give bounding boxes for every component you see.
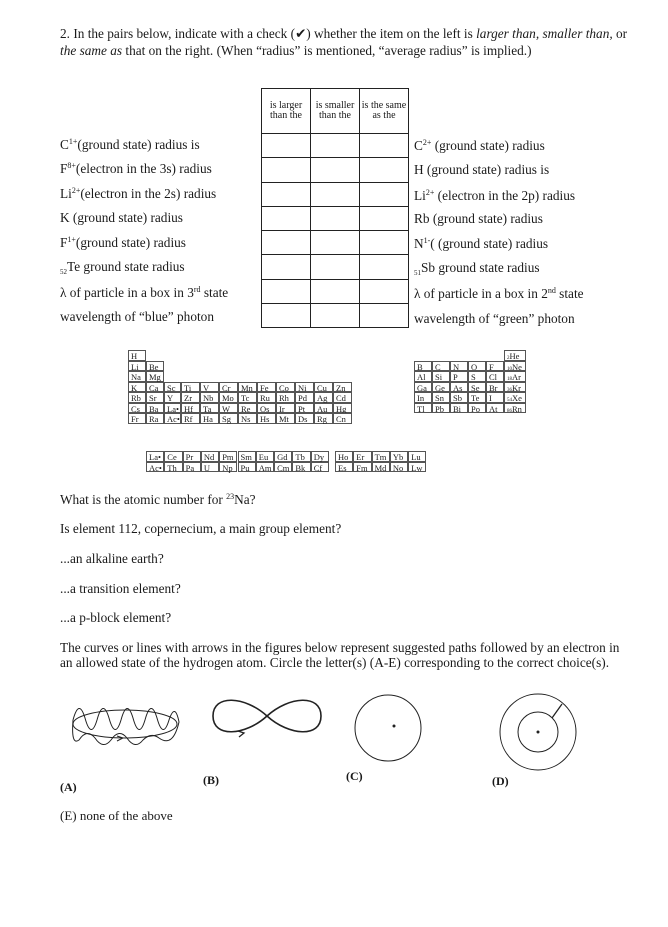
f-block-cell: Pr [183,451,201,462]
charge-sup: 1+ [68,137,78,146]
element-cell: Li [128,361,146,372]
comparison-grid [261,88,409,328]
element-symbol: N [453,361,460,372]
charge-sup: 2+ [422,138,432,147]
figure-b-figure-eight [205,692,330,740]
item-text: Li [60,186,72,201]
element-cell: Fr [128,413,146,424]
label-c[interactable]: (C) [346,769,363,783]
check-cell-smaller[interactable] [311,304,360,328]
element-cell [486,382,504,393]
element-cell [414,361,432,372]
element-cell: Co [276,382,295,393]
element-symbol: At [489,403,498,414]
right-item [414,211,543,227]
f-block-cell: Pm [219,451,237,462]
f-block-cell: Am [256,462,274,473]
element-cell: Ac• [164,413,181,424]
element-cell: Cr [219,382,238,393]
item-text-tail: (ground state) radius [75,235,186,250]
item-text: Rb (ground state) radius [414,211,543,226]
figure-d-circles [494,688,584,778]
element-cell: Rg [314,413,333,424]
element-cell: Nb [200,392,219,403]
element-cell: Rh [276,392,295,403]
check-cell-smaller[interactable] [311,134,360,158]
fig-c-circle-path [355,695,421,761]
element-cell: Au [314,403,333,414]
element-symbol: Pb [435,403,444,414]
element-symbol: Te [471,393,480,403]
item-text-tail: ( (ground state) radius [430,236,549,251]
term-larger: larger than, [476,26,540,41]
label-b[interactable]: (B) [203,773,219,787]
element-cell [468,382,486,393]
item-text: F [60,161,68,176]
f-block-cell: Sm [238,451,256,462]
atomic-number-prefix: 54 [507,398,512,403]
element-cell: Mn [238,382,257,393]
intro-text-a: In the pairs below, indicate with a check ( [73,26,296,41]
element-symbol: Rn [512,403,522,414]
main-group-question: Is element 112, copernecium, a main group element? [60,521,342,536]
right-item [414,162,549,178]
f-block-cell: Fm [353,462,371,473]
left-item [60,309,214,325]
element-cell [504,371,526,382]
check-cell-larger[interactable] [262,158,311,182]
element-symbol: Tl [417,403,425,414]
fig-a-arrow-icon [117,736,123,741]
charge-sup: 2+ [425,188,435,197]
item-text: C [60,137,69,152]
element-cell: Sc [164,382,181,393]
element-cell [468,361,486,372]
left-item [60,259,185,276]
item-text-tail: (electron in the 3s) radius [75,161,212,176]
charge-sup: rd [193,285,201,294]
fig-d-arrow-icon [552,704,562,718]
f-block-cell: Eu [256,451,274,462]
item-text: wavelength of “blue” photon [60,309,214,324]
f-block-cell: Lw [408,462,426,473]
grid-row [262,255,409,279]
element-cell: Y [164,392,181,403]
atomic-number-element: Na? [234,492,256,507]
element-cell [504,403,526,414]
element-cell [450,371,468,382]
element-cell: Hf [181,403,200,414]
f-block-cell: Ho [335,451,353,462]
element-cell [450,382,468,393]
f-block-cell: Cm [274,462,292,473]
atomic-number-prefix: 2 [507,356,510,361]
f-block-cell: Yb [390,451,408,462]
element-cell: Be [146,361,164,372]
f-block-cell: Tb [292,451,310,462]
check-cell-larger[interactable] [262,206,311,230]
atomic-number-prefix: 52 [60,268,67,276]
element-cell [432,403,450,414]
element-cell [486,392,504,403]
element-symbol: Ar [512,372,521,382]
check-cell-same[interactable] [360,158,409,182]
element-symbol: S [471,372,476,382]
element-cell: Os [257,403,276,414]
f-block-cell: Er [353,451,371,462]
item-text: F [60,235,68,250]
element-cell: Ds [295,413,314,424]
grid-row [262,304,409,328]
check-cell-larger[interactable] [262,231,311,255]
element-cell [504,382,526,393]
check-cell-same[interactable] [360,231,409,255]
f-block-cell: Es [335,462,353,473]
element-cell: Ns [238,413,257,424]
element-cell [450,403,468,414]
check-cell-same[interactable] [360,255,409,279]
element-cell [486,361,504,372]
element-symbol: Po [471,403,480,414]
element-symbol: Ne [512,361,522,372]
right-item [414,286,584,302]
atomic-number-prefix: 36 [507,387,512,393]
f-block-cell: La• [146,451,164,462]
element-cell: Ta [200,403,219,414]
element-symbol: Br [489,382,498,393]
atomic-number-prefix: 51 [414,269,421,277]
element-cell: Hg [333,403,352,414]
element-symbol: P [453,372,458,382]
item-text: λ of particle in a box in 3 [60,285,194,300]
element-cell: Cs [128,403,146,414]
charge-sup: 8+ [67,161,76,170]
option-e[interactable]: (E) none of the above [60,808,173,823]
left-item [60,235,186,251]
element-symbol: Se [471,382,480,393]
element-cell: Cu [314,382,333,393]
check-cell-same[interactable] [360,182,409,206]
f-block-cell: Pu [238,462,256,473]
intro-or: or [612,26,628,41]
header-smaller: is smaller than the [311,89,360,134]
element-cell: Ag [314,392,333,403]
f-block-cell: Np [219,462,237,473]
item-text: N [414,236,424,251]
element-symbol: Sb [453,393,462,403]
element-cell: H [128,350,146,361]
f-block-cell: Lu [408,451,426,462]
item-text-tail: (ground state) radius [431,138,545,153]
element-cell: Hs [257,413,276,424]
mass-number-sup: 23 [226,492,235,501]
element-cell: Sg [219,413,238,424]
left-item [60,210,183,226]
element-cell: Fe [257,382,276,393]
element-cell: Zr [181,392,200,403]
intro-text-c: that on the right. (When “radius” is mentioned, “average radius” is implied.) [122,42,532,58]
check-cell-same[interactable] [360,134,409,158]
element-cell: Mo [219,392,238,403]
element-cell [414,371,432,382]
f-block-cell: No [390,462,408,473]
element-cell: Ni [295,382,314,393]
f-block-cell: U [201,462,219,473]
element-cell [432,361,450,372]
right-item [414,311,575,327]
element-cell: Na [128,371,146,382]
element-cell: Ba [146,403,164,414]
item-text: H (ground state) radius is [414,162,550,177]
element-cell [504,392,526,403]
term-smaller: smaller than, [542,26,613,41]
fig-b-loop [213,700,321,732]
item-text-tail: (ground state) radius is [77,137,200,152]
element-cell [468,392,486,403]
curves-intro: The curves or lines with arrows in the figures below represent suggested paths followed by an electron in an allowed state of the hydrogen atom. Circle the letter(s) (A-E) corresponding to the correct choice(s). [60,640,620,670]
element-cell [432,382,450,393]
grid-row [262,279,409,303]
element-cell: Mg [146,371,164,382]
fig-b-arrow-icon [238,731,244,737]
left-item [60,285,228,301]
fig-c-nucleus [393,725,396,728]
element-cell: Pt [295,403,314,414]
f-block-cell: Md [372,462,390,473]
element-symbol: Cl [489,372,498,382]
element-symbol: I [489,393,492,403]
element-cell: Re [238,403,257,414]
element-cell: Ca [146,382,164,393]
f-block-cell: Ce [164,451,182,462]
f-block-cell: Ac• [146,462,164,473]
check-cell-smaller[interactable] [311,279,360,303]
item-text: wavelength of “green” photon [414,311,575,326]
element-cell [414,382,432,393]
element-cell [468,371,486,382]
check-cell-smaller[interactable] [311,255,360,279]
intro-text-b: ) whether the item on the left is [306,26,477,41]
element-symbol: Sn [435,393,444,403]
grid-row [262,182,409,206]
right-item [414,260,540,277]
item-text: K (ground state) radius [60,210,183,225]
check-cell-same[interactable] [360,304,409,328]
label-d[interactable]: (D) [492,774,509,788]
element-symbol: C [435,361,441,372]
grid-row [262,158,409,182]
atomic-number-prefix: 86 [507,408,512,414]
element-cell: W [219,403,238,414]
element-cell [486,403,504,414]
check-cell-same[interactable] [360,279,409,303]
check-cell-larger[interactable] [262,304,311,328]
element-cell: Rf [181,413,200,424]
element-cell [486,371,504,382]
element-symbol: Xe [512,393,522,403]
element-cell [432,371,450,382]
element-cell: La• [164,403,181,414]
item-text-tail: (electron in the 2s) radius [80,186,217,201]
check-cell-same[interactable] [360,206,409,230]
element-cell-he [504,350,526,361]
item-text-tail: state [200,285,229,300]
element-cell: Tc [238,392,257,403]
transition-question: ...a transition element? [60,581,181,596]
element-cell: Mt [276,413,295,424]
element-symbol: He [509,351,520,361]
element-symbol: Kr [512,382,521,393]
charge-sup: 1- [423,236,431,245]
item-text-tail: (electron in the 2p) radius [434,188,576,203]
item-text: Li [414,188,426,203]
element-symbol: Ga [417,382,427,393]
element-cell: Pd [295,392,314,403]
element-cell [450,361,468,372]
item-text: Te ground state radius [67,259,185,274]
element-cell [414,403,432,414]
charge-sup: 1+ [67,235,76,244]
element-cell [432,392,450,403]
charge-sup: 2+ [71,186,81,195]
element-symbol: As [453,382,463,393]
element-symbol: Ge [435,382,445,393]
fig-d-nucleus [537,731,540,734]
atomic-number-prefix: 18 [507,377,512,382]
element-cell: Ir [276,403,295,414]
element-cell: Ra [146,413,164,424]
f-block-cell: Th [164,462,182,473]
term-same: the same as [60,42,123,58]
element-cell: Rb [128,392,146,403]
atomic-number-prefix: 10 [507,366,512,372]
label-a[interactable]: (A) [60,780,77,794]
charge-sup: nd [547,286,556,295]
element-cell: Zn [333,382,352,393]
alkaline-earth-question: ...an alkaline earth? [60,551,164,566]
check-mark-icon: ✔ [295,26,307,41]
element-cell: Cn [333,413,352,424]
check-cell-smaller[interactable] [311,158,360,182]
element-cell [504,361,526,372]
check-cell-larger[interactable] [262,134,311,158]
header-larger: is larger than the [262,89,311,134]
check-cell-larger[interactable] [262,255,311,279]
f-block-cell: Pa [183,462,201,473]
element-symbol: B [417,361,423,372]
check-cell-smaller[interactable] [311,206,360,230]
element-cell [450,392,468,403]
left-item [60,137,200,153]
question-2-intro [60,26,632,59]
element-cell: K [128,382,146,393]
element-symbol: Al [417,372,426,382]
question-number: 2. [60,26,70,41]
grid-row [262,206,409,230]
item-text: Sb ground state radius [421,260,540,275]
left-item [60,186,216,202]
f-block-cell: Dy [311,451,329,462]
element-cell: Sr [146,392,164,403]
check-cell-larger[interactable] [262,279,311,303]
element-cell: V [200,382,219,393]
header-same: is the same as the [360,89,409,134]
atomic-number-question [60,492,256,508]
element-symbol: In [417,393,425,403]
element-cell [468,403,486,414]
element-cell: Ha [200,413,219,424]
right-item [414,236,548,252]
left-item [60,161,212,177]
pblock-question: ...a p-block element? [60,610,172,625]
grid-row [262,134,409,158]
atomic-number-text: What is the atomic number for [60,492,227,507]
element-cell: Cd [333,392,352,403]
check-cell-smaller[interactable] [311,231,360,255]
element-cell [414,392,432,403]
element-cell: Ru [257,392,276,403]
element-cell: Ti [181,382,200,393]
right-item [414,138,545,154]
check-cell-larger[interactable] [262,182,311,206]
element-symbol: Si [435,372,443,382]
element-symbol: Bi [453,403,462,414]
figure-a-wavy-orbit [55,688,195,760]
f-block-cell: Tm [372,451,390,462]
grid-row [262,231,409,255]
element-symbol: F [489,361,494,372]
item-text: C [414,138,423,153]
f-block-cell: Bk [292,462,310,473]
item-text: λ of particle in a box in 2 [414,286,548,301]
element-symbol: O [471,361,478,372]
item-text-tail: state [555,286,584,301]
f-block-cell: Gd [274,451,292,462]
f-block-cell: Cf [311,462,329,473]
check-cell-smaller[interactable] [311,182,360,206]
right-item [414,188,575,204]
figure-c-circle [348,688,428,768]
f-block-cell: Nd [201,451,219,462]
